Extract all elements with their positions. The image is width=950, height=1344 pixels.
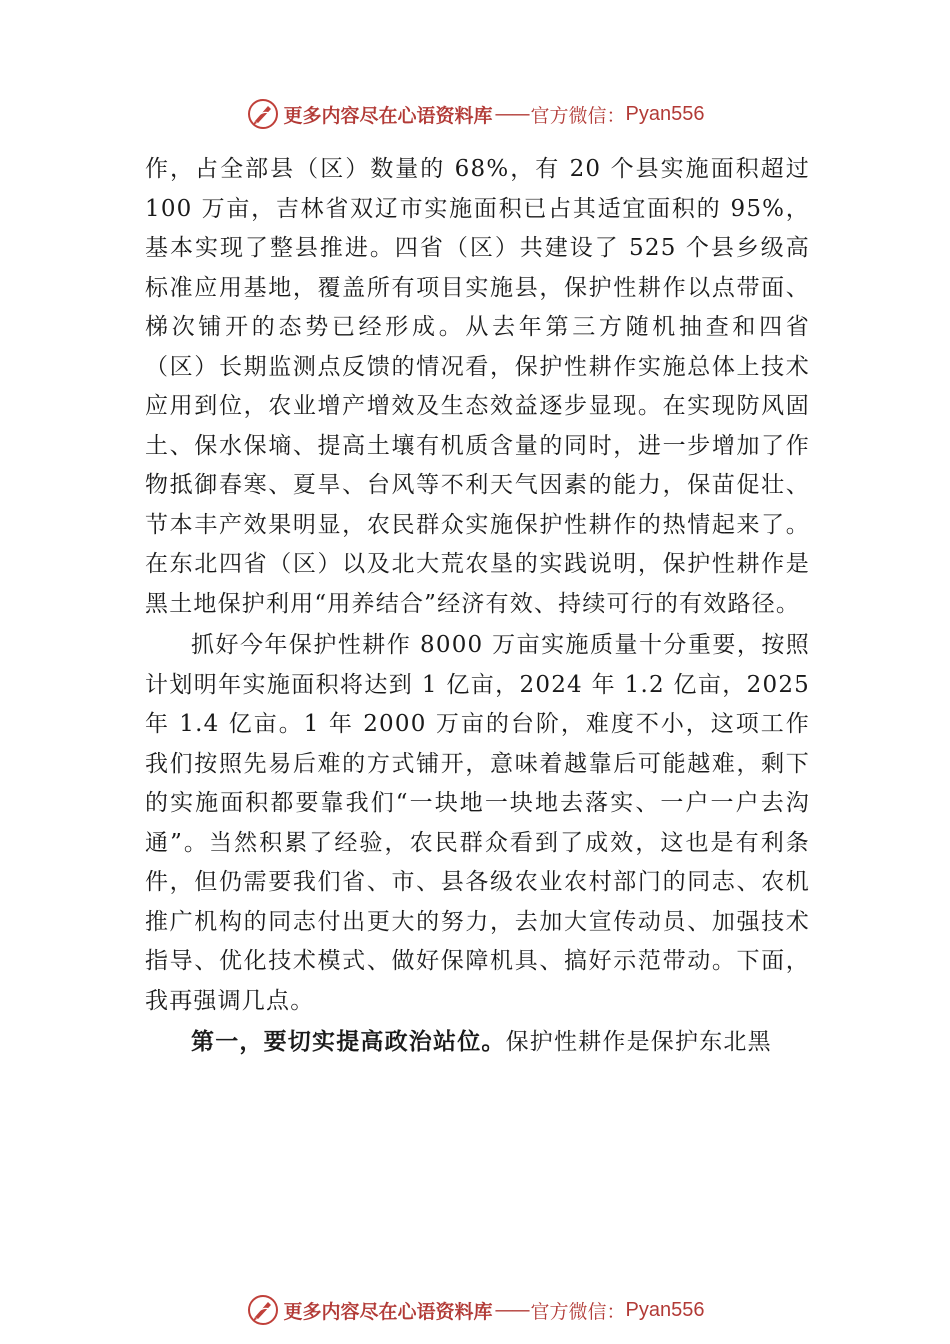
wechat-label: 官方微信： [530, 104, 626, 127]
footer-wechat-label: 官方微信： [530, 1300, 626, 1323]
brand-text: 更多内容尽在心语资料库 [283, 104, 493, 127]
document-body [145, 150, 810, 1063]
footer-brand-text: 更多内容尽在心语资料库 [283, 1300, 493, 1323]
brand-dash: —— [494, 103, 529, 125]
paragraph-1-text: 作，占全部县（区）数量的 68%，有 20 个县实施面积超过 100 万亩，吉林省双辽市实施面积已占其适宜面积的 95%，基本实现了整县推进。四省（区）共建设了 525 个县乡级高标准应用基地，覆盖所有项目实施县，保护性耕作以点带面、梯次铺开的态势已经形成。从去年第三方随机抽查和四省（区）长期监测点反馈的情况看，保护性耕作实施总体上技术应用到位，农业增产增效及生态效益逐步显现。在实现防风固土、保水保墒、提高土壤有机质含量的同时，进一步增加了作物抵御春寒、夏旱、台风等不利天气因素的能力，保苗促壮、节本丰产效果明显，农民群众实施保护性耕作的热情起来了。在东北四省（区）以及北大荒农垦的实践说明，保护性耕作是黑土地保护利用“用养结合”经济有效、持续可行的有效路径。 [145, 156, 810, 617]
header-banner [0, 94, 950, 134]
wechat-id: Pyan556 [625, 102, 705, 125]
paragraph-3-lead: 第一，要切实提高政治站位。 [191, 1029, 506, 1055]
footer-brand-dash: —— [494, 1299, 529, 1321]
paragraph-1 [145, 150, 810, 624]
paragraph-2-text: 抓好今年保护性耕作 8000 万亩实施质量十分重要，按照计划明年实施面积将达到 1 亿亩，2024 年 1.2 亿亩，2025 年 1.4 亿亩。1 年 2000 万亩的台阶，难度不小，这项工作我们按照先易后难的方式铺开，意味着越靠后可能越难，剩下的实施面积都要靠我们“一块地一块地去落实、一户一户去沟通”。当然积累了经验，农民群众看到了成效，这也是有利条件，但仍需要我们省、市、县各级农业农村部门的同志、农机推广机构的同志付出更大的努力，去加大宣传动员、加强技术指导、优化技术模式、做好保障机具、搞好示范带动。下面，我再强调几点。 [145, 632, 810, 1014]
footer-wechat-id: Pyan556 [625, 1298, 705, 1321]
paragraph-2 [145, 626, 810, 1021]
quill-logo-icon [246, 97, 280, 131]
paragraph-3 [145, 1023, 810, 1063]
paragraph-3-text: 保护性耕作是保护东北黑 [505, 1029, 772, 1055]
footer-banner [0, 1290, 950, 1330]
quill-logo-icon [246, 1293, 280, 1327]
